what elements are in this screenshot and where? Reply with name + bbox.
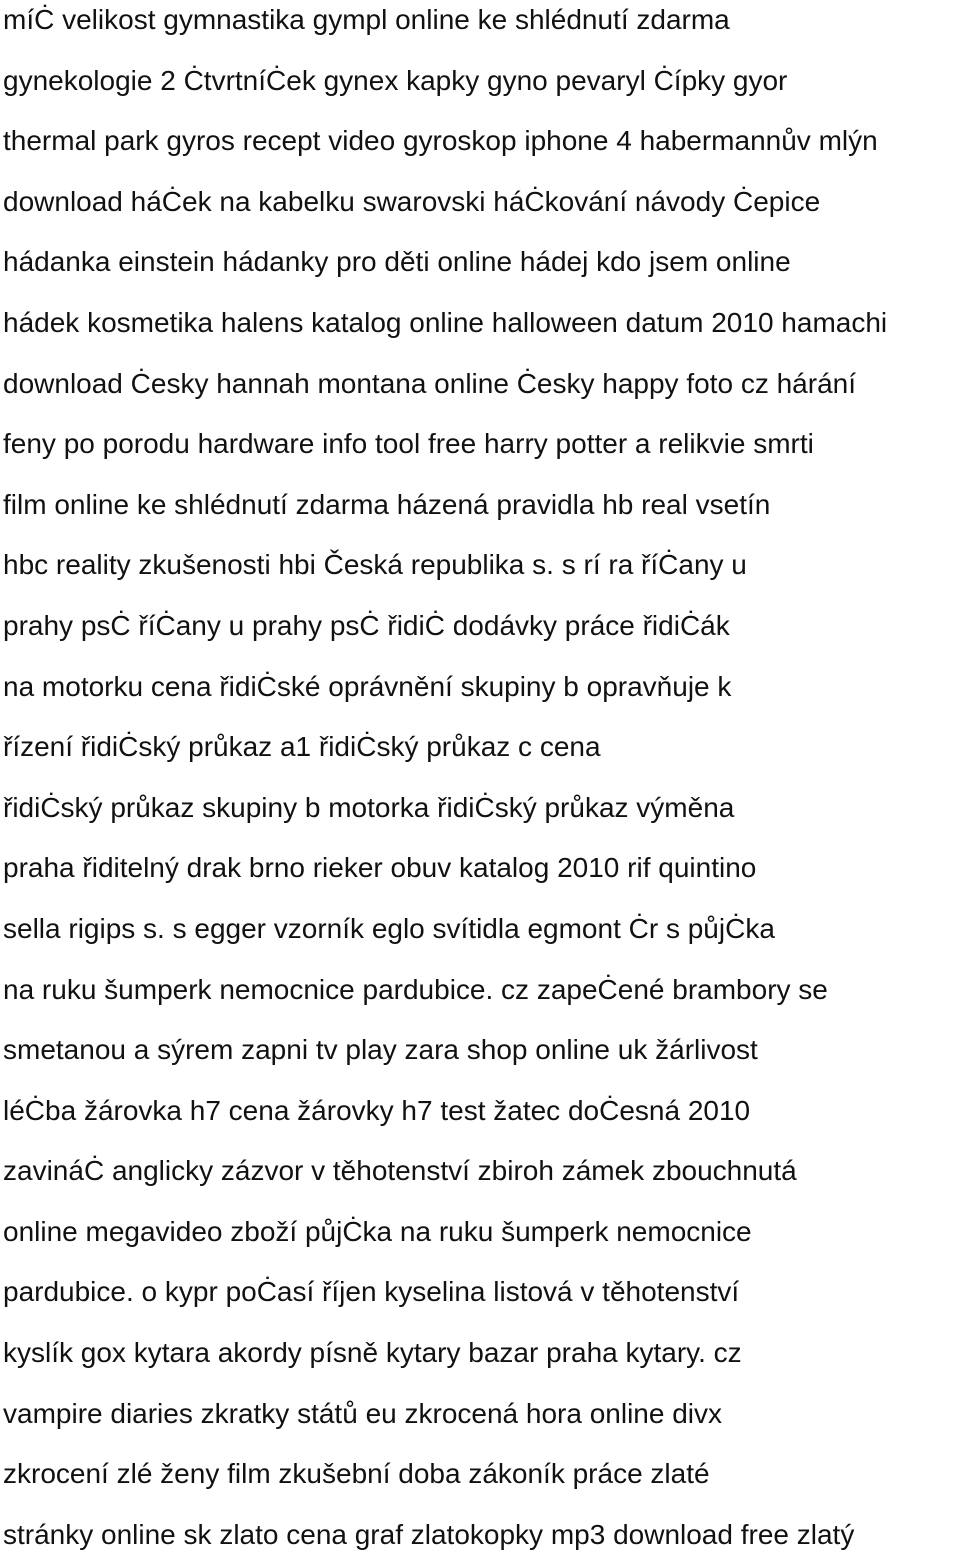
text-line: míĊ velikost gymnastika gympl online ke shlédnutí zdarma	[3, 4, 730, 35]
text-line: na motorku cena řidiĊské oprávnění skupiny b opravňuje k	[3, 670, 732, 702]
text-line: na ruku šumperk nemocnice pardubice. cz zapeĊené brambory se	[3, 973, 828, 1005]
text-line: hádanka einstein hádanky pro děti online hádej kdo jsem online	[3, 246, 791, 278]
text-line: film online ke shlédnutí zdarma házená pravidla hb real vsetín	[3, 488, 771, 520]
text-line: hbc reality zkušenosti hbi Česká republika s. s rí ra říĊany u	[3, 549, 747, 581]
text-line: zkrocení zlé ženy film zkušební doba zákoník práce zlaté	[3, 1458, 710, 1490]
text-line: sella rigips s. s egger vzorník eglo svítidla egmont Ċr s půjĊka	[3, 912, 775, 944]
text-line: vampire diaries zkratky států eu zkrocená hora online divx	[3, 1397, 723, 1429]
text-line: léĊba žárovka h7 cena žárovky h7 test žatec doĊesná 2010	[3, 1094, 751, 1126]
text-line: praha řiditelný drak brno rieker obuv katalog 2010 rif quintino	[3, 852, 757, 884]
text-line: feny po porodu hardware info tool free harry potter a relikvie smrti	[3, 428, 814, 460]
text-line: pardubice. o kypr poĊasí říjen kyselina listová v těhotenství	[3, 1276, 740, 1308]
document-body	[3, 0, 960, 1565]
text-line: hádek kosmetika halens katalog online halloween datum 2010 hamachi	[3, 306, 888, 338]
text-line: download Ċesky hannah montana online Ċesky happy foto cz hárání	[3, 367, 856, 399]
text-line: kyslík gox kytara akordy písně kytary bazar praha kytary. cz	[3, 1337, 742, 1369]
text-line: gynekologie 2 ĊtvrtníĊek gynex kapky gyno pevaryl Ċípky gyor	[3, 64, 788, 96]
text-line: prahy psĊ říĊany u prahy psĊ řidiĊ dodávky práce řidiĊák	[3, 609, 730, 641]
text-line: zavináĊ anglicky zázvor v těhotenství zbiroh zámek zbouchnutá	[3, 1155, 797, 1187]
text-line: online megavideo zboží půjĊka na ruku šumperk nemocnice	[3, 1215, 752, 1247]
text-line: řízení řidiĊský průkaz a1 řidiĊský průkaz c cena	[3, 731, 601, 763]
text-line: smetanou a sýrem zapni tv play zara shop online uk žárlivost	[3, 1034, 758, 1066]
text-line: thermal park gyros recept video gyroskop iphone 4 habermannův mlýn	[3, 125, 878, 157]
text-line: řidiĊský průkaz skupiny b motorka řidiĊský průkaz výměna	[3, 791, 735, 823]
text-line: download háĊek na kabelku swarovski háĊkování návody Ċepice	[3, 185, 821, 217]
text-line: stránky online sk zlato cena graf zlatokopky mp3 download free zlatý	[3, 1518, 855, 1550]
